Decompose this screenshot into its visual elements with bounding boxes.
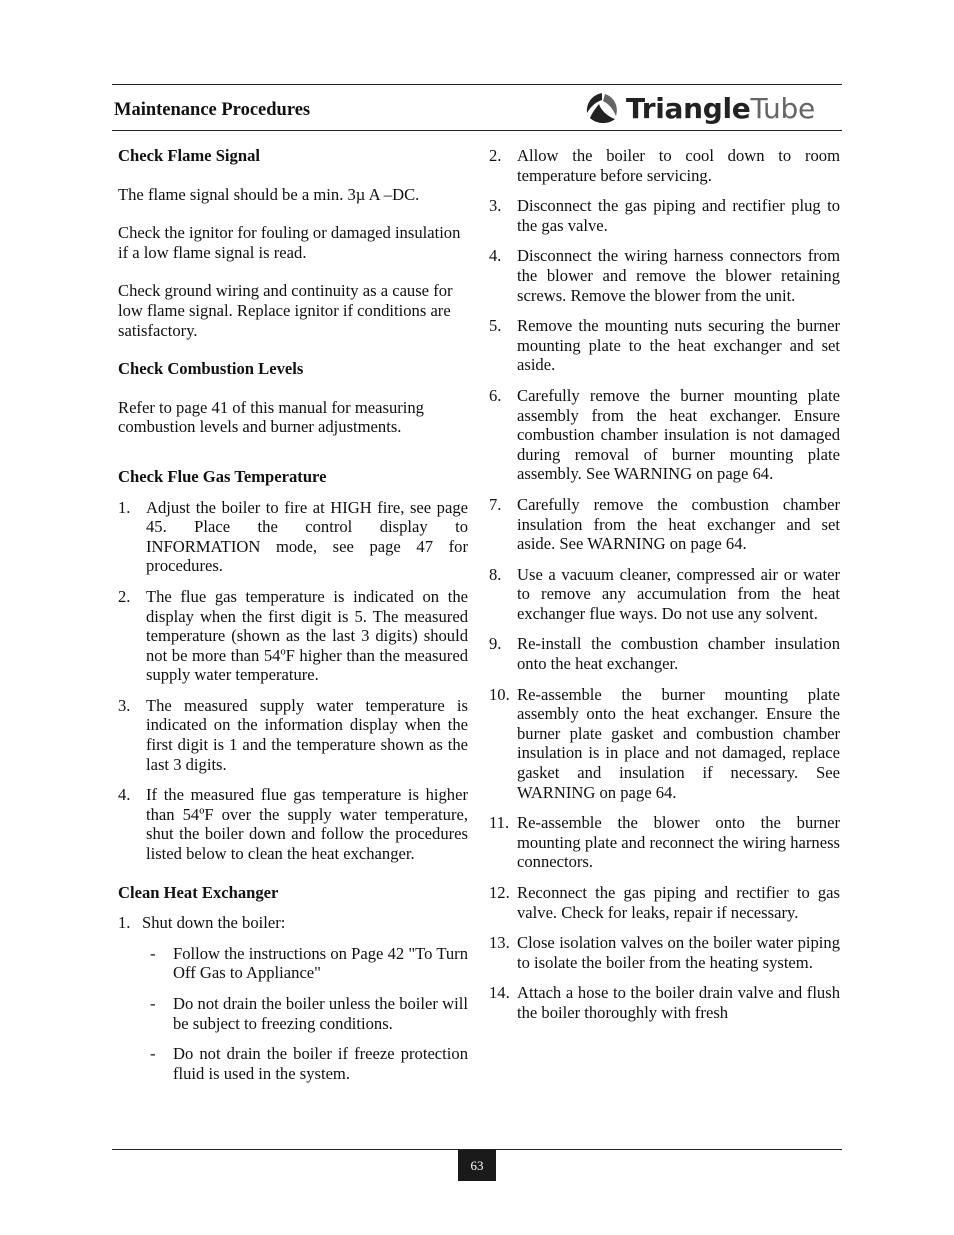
list-item-number: 9. [489,634,502,654]
heading-clean-heat-exchanger: Clean Heat Exchanger [118,882,279,902]
list-item-text: Shut down the boiler: [142,913,286,933]
list-item-text: The measured supply water temperature is indicated on the information display when the first digit is 1 and the temperature shown as the last 3 digits. [146,695,468,774]
brand-logo [584,90,840,126]
list-item-number: 6. [489,385,502,405]
list-item-text: Close isolation valves on the boiler water piping to isolate the boiler from the heating system. [517,933,840,972]
list-item-text: Disconnect the wiring harness connectors from the blower and remove the blower retaining screws. Remove the blower from the unit. [517,246,840,305]
list-item-text: Allow the boiler to cool down to room temperature before servicing. [517,146,840,185]
list-item [118,587,468,685]
list-item [489,565,840,624]
sub-list-text: Do not drain the boiler unless the boiler will be subject to freezing conditions. [173,994,468,1033]
list-item-text: Disconnect the gas piping and rectifier plug to the gas valve. [517,196,840,235]
list-item-text: The flue gas temperature is indicated on the display when the first digit is 5. The measured temperature (shown as the last 3 digits) should not be more than 54ºF higher than the measured supply water temperature. [146,586,468,685]
sub-list-dash: - [150,1044,156,1064]
logo-wordmark-part1: Triangle [626,91,751,125]
list-item-number: 5. [489,316,502,336]
list-item-text: Adjust the boiler to fire at HIGH fire, see page 45. Place the control display to INFORMATION mode, see page 47 for procedures. [146,497,468,576]
list-item-number: 2. [118,586,131,606]
list-item-text: Use a vacuum cleaner, compressed air or water to remove any accumulation from the heat exchanger flue ways. Do not use any solvent. [517,564,840,623]
list-item-number: 7. [489,494,502,514]
list-item-text: Re-assemble the blower onto the burner mounting plate and reconnect the wiring harness connectors. [517,813,840,872]
list-item-number: 4. [118,785,131,805]
list-item-number: 14. [489,983,510,1003]
heading-check-flame-signal: Check Flame Signal [118,146,260,165]
list-item [489,813,840,872]
sub-list-text: Follow the instructions on Page 42 "To Turn Off Gas to Appliance" [173,943,468,983]
flame-paragraph-2: Check the ignitor for fouling or damaged insulation if a low flame signal is read. [118,223,461,262]
list-item-number: 11. [489,813,510,833]
list-item-number: 3. [489,196,502,216]
left-column [118,146,468,1083]
sub-list-item [118,994,468,1033]
sub-list-item [118,944,468,983]
list-item [489,883,840,922]
header-rule [112,130,842,131]
sub-list-item [118,1044,468,1083]
list-item-number: 8. [489,564,502,584]
sub-list-text: Do not drain the boiler if freeze protection fluid is used in the system. [173,1044,468,1083]
list-item-text: Re-assemble the burner mounting plate assembly onto the heat exchanger. Ensure the burner plate gasket and combustion chamber insulation is in place and not damaged, replace gasket and insulation if necessary. See WARNING on page 64. [517,684,840,802]
sub-list-dash: - [150,943,156,963]
flame-paragraph-3: Check ground wiring and continuity as a cause for low flame signal. Replace ignitor if conditions are satisfactory. [118,281,453,340]
list-item-number: 1. [118,913,131,933]
triangle-tube-logo-icon [584,91,620,125]
list-item-number: 10. [489,684,510,704]
heading-check-combustion-levels: Check Combustion Levels [118,359,304,379]
section-title: Maintenance Procedures [114,100,311,120]
list-item-number: 4. [489,246,502,266]
list-item [489,196,840,235]
list-item-number: 1. [118,497,131,517]
combustion-paragraph: Refer to page 41 of this manual for measuring combustion levels and burner adjustments. [118,397,424,437]
list-item [118,696,468,774]
list-item [489,495,840,554]
logo-wordmark-part2: Tube [750,91,815,125]
list-item-number: 2. [489,146,502,165]
list-item-text: Attach a hose to the boiler drain valve and flush the boiler thoroughly with fresh [517,983,840,1022]
right-column [489,146,840,1023]
list-item [118,785,468,863]
list-item-text: Reconnect the gas piping and rectifier to gas valve. Check for leaks, repair if necessary. [517,883,840,922]
list-item-number: 13. [489,933,510,953]
list-item-number: 3. [118,695,131,715]
list-item [489,146,840,185]
list-item [118,913,468,933]
sub-list-dash: - [150,994,156,1013]
list-item [489,316,840,375]
list-item-text: Carefully remove the combustion chamber insulation from the heat exchanger and set aside. See WARNING on page 64. [517,494,840,554]
list-item-number: 12. [489,883,510,902]
list-item [489,386,840,484]
list-item [489,634,840,673]
list-item [489,685,840,803]
list-item-text: If the measured flue gas temperature is higher than 54ºF over the supply water temperature, shut the boiler down and follow the procedures listed below to clean the heat exchanger. [146,785,468,864]
flame-paragraph-1: The flame signal should be a min. 3µ A –DC. [118,184,420,204]
list-item-text: Carefully remove the burner mounting plate assembly from the heat exchanger. Ensure combustion chamber insulation is not damaged during removal of burner mounting plate assembly. See WARNING on page 64. [517,385,840,484]
page-number: 63 [458,1150,496,1181]
list-item-text: Remove the mounting nuts securing the burner mounting plate to the heat exchanger and set aside. [517,316,840,375]
list-item [489,246,840,305]
logo-wordmark [626,92,815,125]
list-item [489,983,840,1022]
top-rule [112,84,842,85]
list-item-text: Re-install the combustion chamber insulation onto the heat exchanger. [517,634,840,674]
list-item [118,498,468,576]
heading-check-flue-gas-temperature: Check Flue Gas Temperature [118,466,327,486]
list-item [489,933,840,972]
